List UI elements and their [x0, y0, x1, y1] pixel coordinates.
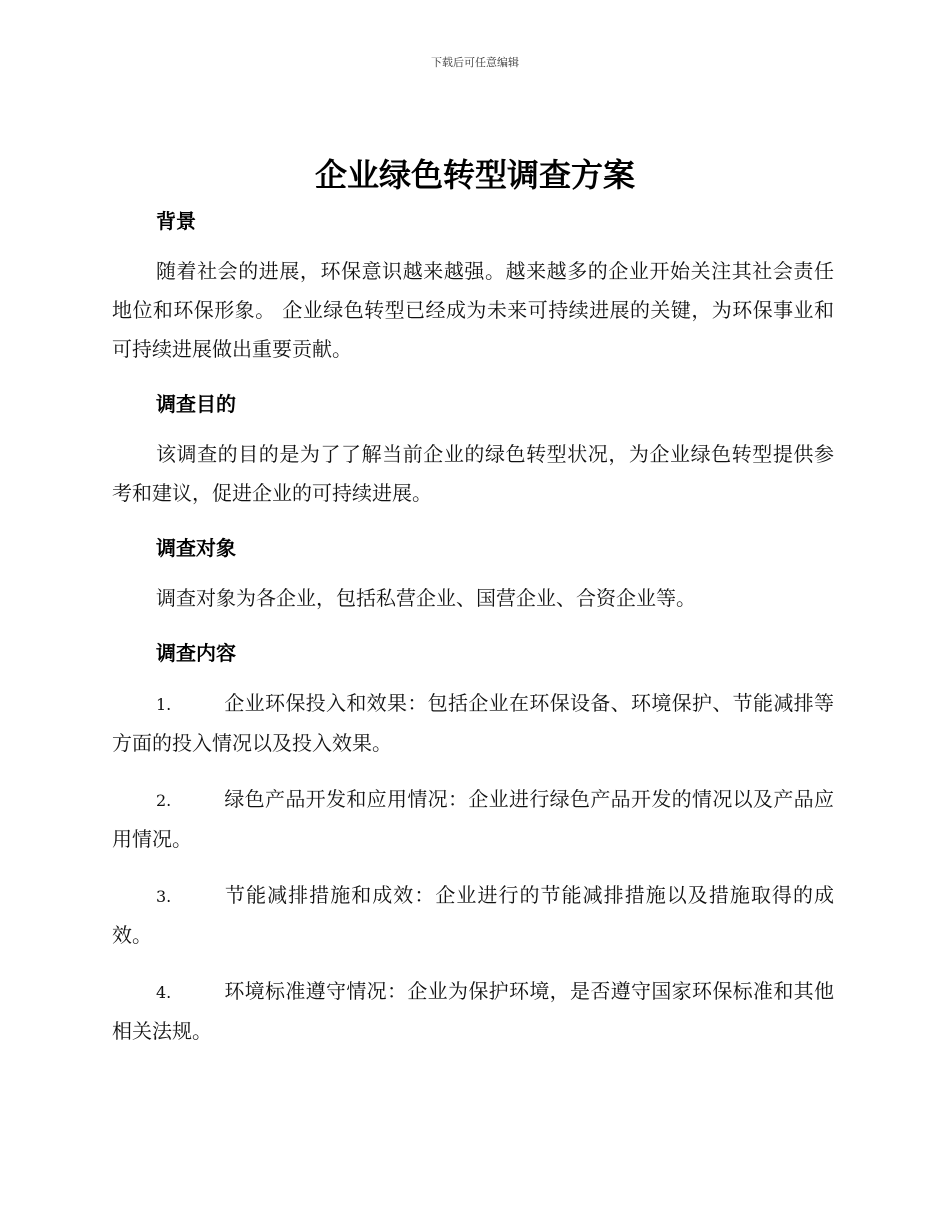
list-item-text: 企业环保投入和效果：包括企业在环保设备、环境保护、节能减排等方面的投入情况以及投入效果。 — [112, 691, 834, 755]
list-item-number: 3. — [156, 887, 172, 906]
heading-target: 调查对象 — [156, 536, 236, 560]
paragraph-background: 随着社会的进展，环保意识越来越强。越来越多的企业开始关注其社会责任地位和环保形象。 企业绿色转型已经成为未来可持续进展的关键，为环保事业和可持续进展做出重要贡献。 — [112, 259, 834, 361]
list-item-number: 2. — [156, 791, 172, 810]
list-item-number: 1. — [156, 695, 172, 714]
paragraph-purpose: 该调查的目的是为了了解当前企业的绿色转型状况，为企业绿色转型提供参考和建议，促进企业的可持续进展。 — [112, 442, 834, 505]
list-item — [112, 780, 834, 859]
list-item-text: 节能减排措施和成效：企业进行的节能减排措施以及措施取得的成效。 — [112, 883, 834, 947]
heading-background: 背景 — [156, 209, 196, 233]
heading-purpose: 调查目的 — [156, 392, 236, 416]
list-item — [112, 876, 834, 955]
list-item-text: 绿色产品开发和应用情况：企业进行绿色产品开发的情况以及产品应用情况。 — [112, 787, 834, 851]
list-item-text: 环境标准遵守情况：企业为保护环境，是否遵守国家环保标准和其他相关法规。 — [112, 979, 834, 1043]
paragraph-target: 调查对象为各企业，包括私营企业、国营企业、合资企业等。 — [156, 586, 696, 610]
list-item — [112, 684, 834, 763]
document-body — [112, 203, 834, 1051]
heading-content: 调查内容 — [156, 641, 236, 665]
header-note: 下载后可任意编辑 — [431, 56, 519, 69]
list-item — [112, 972, 834, 1051]
document-title: 企业绿色转型调查方案 — [314, 156, 635, 194]
list-item-number: 4. — [156, 983, 172, 1002]
